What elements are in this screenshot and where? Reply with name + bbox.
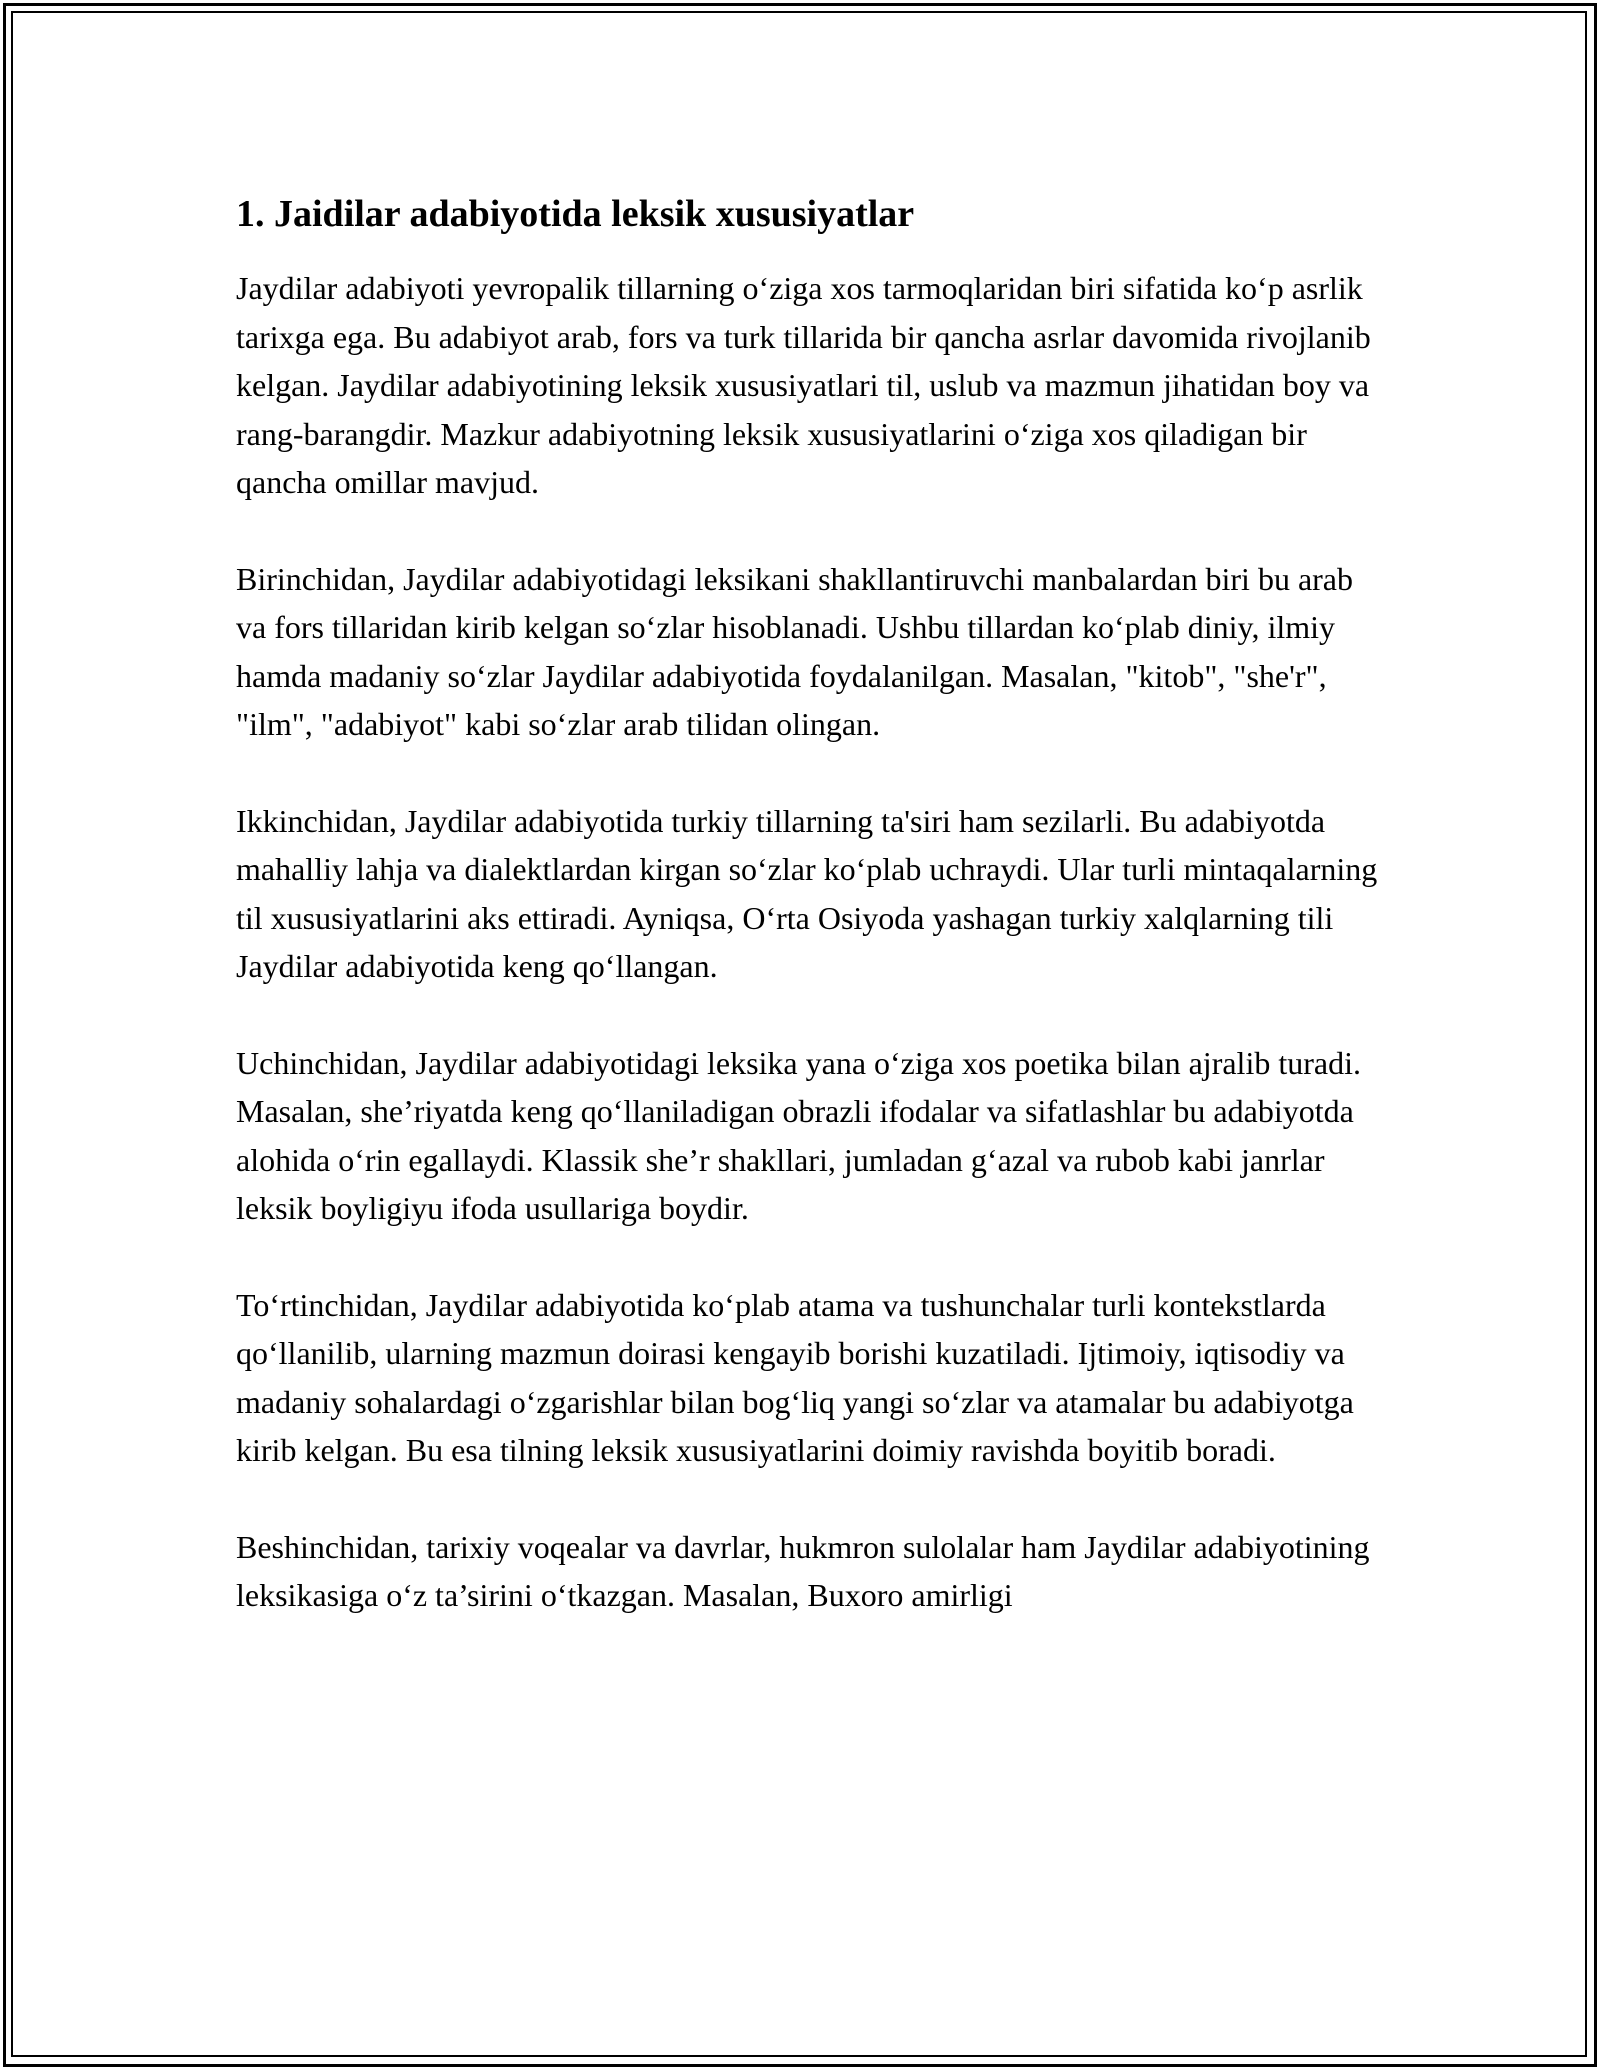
section-title: 1. Jaidilar adabiyotida leksik xususiyatlar (236, 193, 915, 235)
document-body (236, 186, 1386, 1620)
paragraph-1: Jaydilar adabiyoti yevropalik tillarning o‘ziga xos tarmoqlaridan biri sifatida ko‘p asrlik tarixga ega. Bu adabiyot arab, fors va turk tillarida bir qancha asrlar davomida rivojlanib kelgan. Jaydilar adabiyotining leksik xususiyatlari til, uslub va mazmun jihatidan boy va rang-barangdir. Mazkur adabiyotning leksik xususiyatlarini o‘ziga xos qiladigan bir qancha omillar mavjud. (236, 270, 1371, 500)
paragraph-5: To‘rtinchidan, Jaydilar adabiyotida ko‘plab atama va tushunchalar turli kontekstlarda qo‘llanilib, ularning mazmun doirasi kengayib borishi kuzatiladi. Ijtimoiy, iqtisodiy va madaniy sohalardagi o‘zgarishlar bilan bog‘liq yangi so‘zlar va atamalar bu adabiyotga kirib kelgan. Bu esa tilning leksik xususiyatlarini doimiy ravishda boyitib boradi. (236, 1286, 1354, 1468)
paragraph-4: Uchinchidan, Jaydilar adabiyotidagi leksika yana o‘ziga xos poetika bilan ajralib turadi. Masalan, she’riyatda keng qo‘llaniladigan obrazli ifodalar va sifatlashlar bu adabiyotda alohida o‘rin egallaydi. Klassik she’r shakllari, jumladan g‘azal va rubob kabi janrlar leksik boyligiyu ifoda usullariga boydir. (236, 1044, 1361, 1226)
paragraph-2: Birinchidan, Jaydilar adabiyotidagi leksikani shakllantiruvchi manbalardan biri bu arab va fors tillaridan kirib kelgan so‘zlar hisoblanadi. Ushbu tillardan ko‘plab diniy, ilmiy hamda madaniy so‘zlar Jaydilar adabiyotida foydalanilgan. Masalan, "kitob", "she'r", "ilm", "adabiyot" kabi so‘zlar arab tilidan olingan. (236, 560, 1353, 742)
paragraph-3: Ikkinchidan, Jaydilar adabiyotida turkiy tillarning ta'siri ham sezilarli. Bu adabiyotda mahalliy lahja va dialektlardan kirgan so‘zlar ko‘plab uchraydi. Ular turli mintaqalarning til xususiyatlarini aks ettiradi. Ayniqsa, O‘rta Osiyoda yashagan turkiy xalqlarning tili Jaydilar adabiyotida keng qo‘llangan. (236, 802, 1378, 984)
paragraph-6: Beshinchidan, tarixiy voqealar va davrlar, hukmron sulolalar ham Jaydilar adabiyotining leksikasiga o‘z ta’sirini o‘tkazgan. Masalan, Buxoro amirligi (236, 1528, 1370, 1613)
